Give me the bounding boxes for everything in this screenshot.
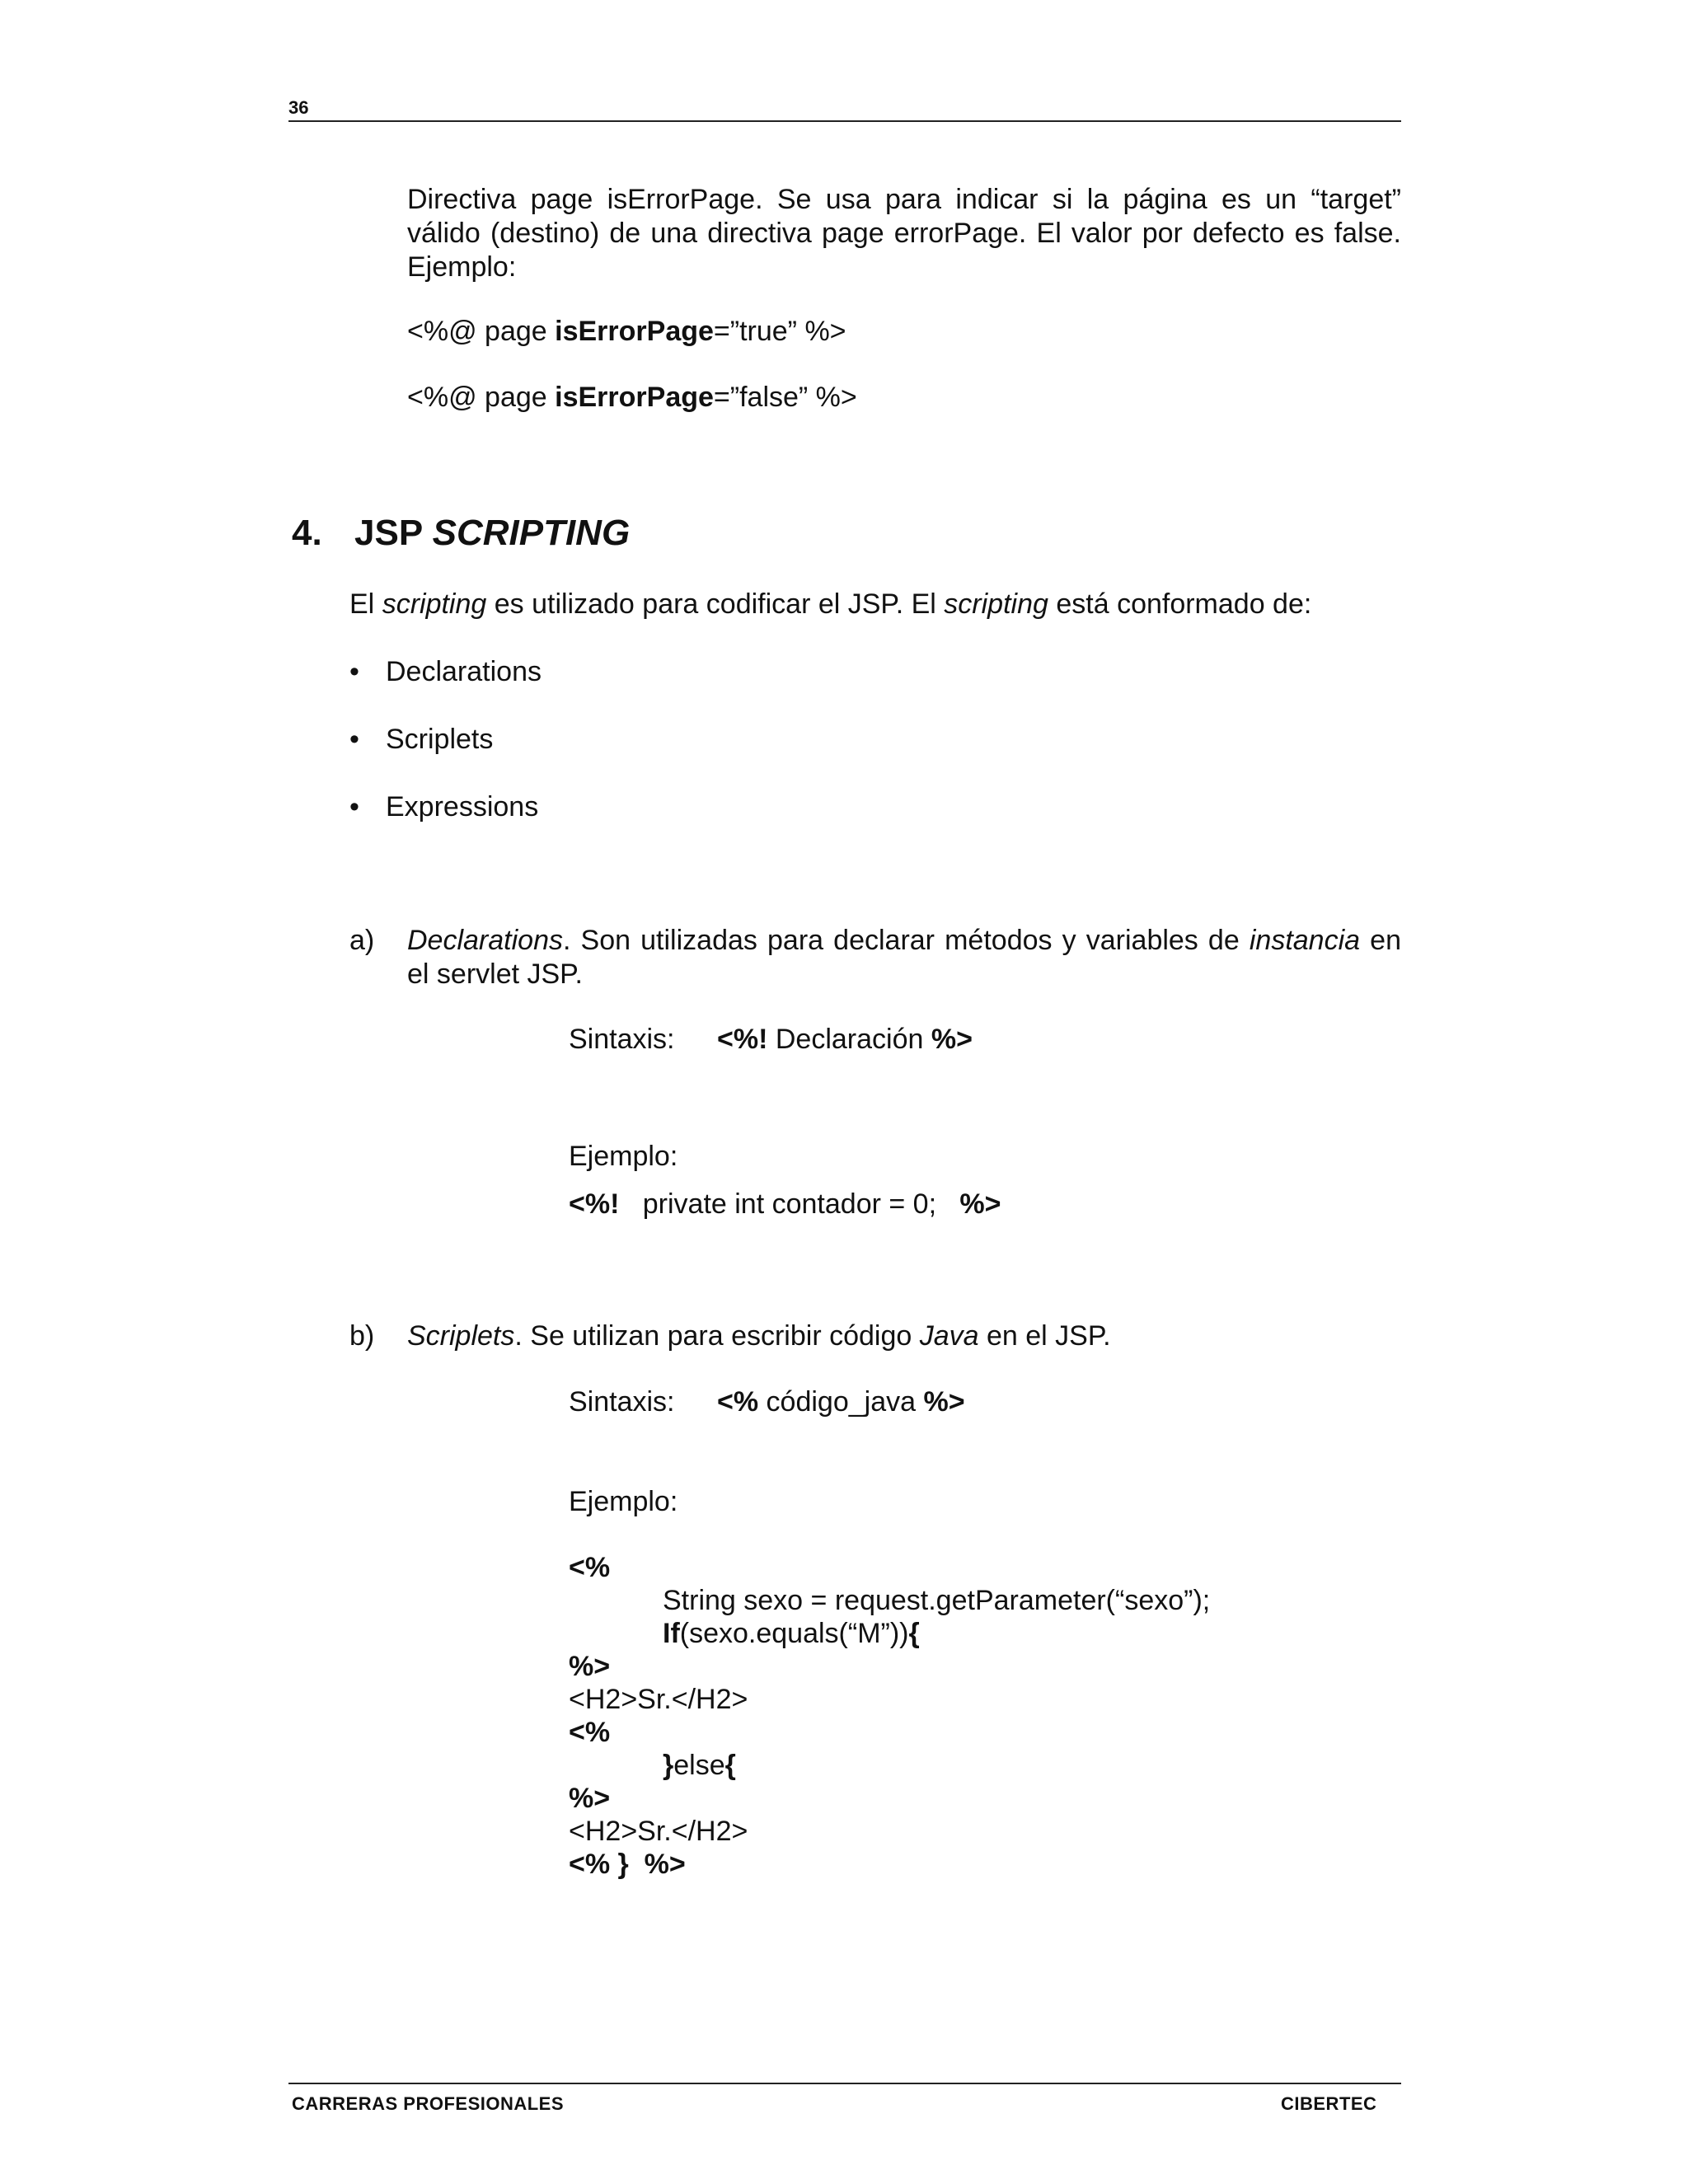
item-term: Declarations: [407, 925, 563, 956]
footer-right-label: CIBERTEC: [1281, 2093, 1377, 2114]
item-italic: instancia: [1249, 925, 1361, 956]
item-a-syntax: [569, 1023, 973, 1057]
code-brace: }: [663, 1750, 674, 1781]
code-line: %>: [569, 1651, 611, 1682]
item-a-paragraph: [407, 924, 1401, 991]
lead-italic: scripting: [944, 588, 1048, 620]
list-item-label: Expressions: [386, 791, 539, 823]
code-line: [569, 1749, 1210, 1782]
intro-paragraph: Directiva page isErrorPage. Se usa para indicar si la página es un “target” válido (destino) de una directiva page errorPage. El valor por defecto es false. Ejemplo:: [407, 184, 1401, 283]
page-number: 36: [288, 97, 309, 118]
syntax-open: <%: [717, 1386, 759, 1418]
code-text: =”true” %>: [713, 316, 846, 347]
item-b-syntax: [569, 1385, 965, 1419]
code-line: <% }: [569, 1849, 629, 1880]
syntax-label: Sintaxis:: [569, 1386, 675, 1418]
item-italic: Java: [919, 1320, 979, 1352]
scriptlet-code-block: [569, 1551, 1210, 1881]
section-number: 4.: [292, 513, 322, 553]
code-text: <%@ page: [407, 316, 556, 347]
item-b-paragraph: [407, 1319, 1401, 1353]
list-item-label: Declarations: [386, 656, 542, 687]
item-a-letter: a): [349, 925, 375, 956]
code-line: <H2>Sr.</H2>: [569, 1684, 748, 1715]
bullet-icon: •: [349, 656, 359, 687]
list-item: [349, 655, 542, 689]
syntax-body: código_java: [758, 1386, 924, 1418]
code-text: =”false” %>: [713, 382, 857, 413]
footer-left-label: CARRERAS PROFESIONALES: [292, 2093, 565, 2114]
syntax-open: <%!: [717, 1024, 768, 1055]
item-text: . Se utilizan para escribir código: [514, 1320, 920, 1352]
code-line: String sexo = request.getParameter(“sexo”);: [663, 1585, 1211, 1616]
bullet-icon: •: [349, 791, 359, 823]
lead-text: El: [349, 588, 382, 620]
code-line: <%: [569, 1717, 611, 1748]
code-keyword: If: [663, 1618, 680, 1649]
code-attr: isErrorPage: [555, 382, 714, 413]
item-b-letter: b): [349, 1320, 375, 1352]
section-lead-paragraph: [349, 588, 1311, 621]
code-text: <%@ page: [407, 382, 556, 413]
list-item: [349, 790, 538, 824]
code-line: %>: [569, 1783, 611, 1814]
code-text: else: [673, 1750, 725, 1781]
lead-text: es utilizado para codificar el JSP. El: [486, 588, 945, 620]
syntax-body: Declaración: [767, 1024, 931, 1055]
code-attr: isErrorPage: [555, 316, 714, 347]
item-term: Scriplets: [407, 1320, 515, 1352]
code-text: (sexo.equals(“M”)): [679, 1618, 909, 1649]
footer-divider: [288, 2083, 1401, 2084]
lead-text: está conformado de:: [1048, 588, 1312, 620]
header-divider: [288, 120, 1401, 122]
section-title-plain: JSP: [354, 513, 433, 553]
example-close: %>: [959, 1188, 1001, 1220]
syntax-close: %>: [931, 1024, 973, 1055]
section-title-italic: SCRIPTING: [432, 513, 631, 553]
syntax-close: %>: [923, 1386, 965, 1418]
syntax-label: Sintaxis:: [569, 1024, 675, 1055]
list-item-label: Scriplets: [386, 724, 494, 755]
item-a-example-code: [569, 1188, 1001, 1221]
code-line: <%: [569, 1552, 611, 1583]
code-example-false: [407, 381, 857, 415]
code-line: <H2>Sr.</H2>: [569, 1816, 748, 1847]
item-a-example-label: Ejemplo:: [569, 1141, 678, 1172]
code-line: %>: [628, 1849, 686, 1880]
item-text: en el JSP.: [978, 1320, 1111, 1352]
list-item: [349, 723, 493, 757]
item-b-example-label: Ejemplo:: [569, 1486, 678, 1517]
bullet-icon: •: [349, 724, 359, 755]
code-example-true: [407, 315, 846, 349]
item-text: en el servlet JSP.: [407, 925, 1401, 990]
code-line: [569, 1617, 1210, 1650]
section-heading: [292, 511, 630, 555]
lead-italic: scripting: [382, 588, 487, 620]
item-text: . Son utilizadas para declarar métodos y variables de: [562, 925, 1250, 956]
example-body: private int contador = 0;: [619, 1188, 960, 1220]
code-brace: {: [908, 1618, 920, 1649]
code-brace: {: [724, 1750, 736, 1781]
example-open: <%!: [569, 1188, 620, 1220]
